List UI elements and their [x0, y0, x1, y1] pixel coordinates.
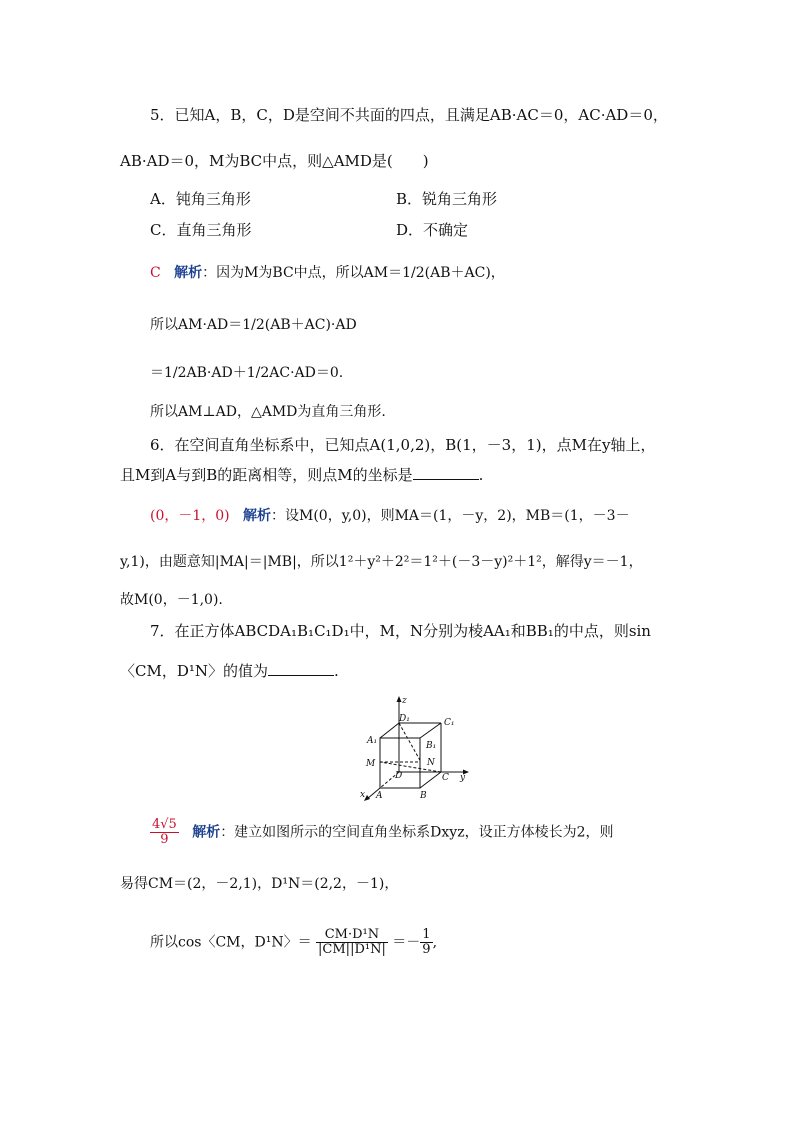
label-D1: D₁	[399, 714, 410, 724]
q6-answer-blank	[413, 465, 479, 480]
q6-line1: 6．在空间直角坐标系中，已知点A(1,0,2)，B(1，－3，1)，点M在y轴上，	[150, 436, 656, 454]
q5-option-a: A．钝角三角形	[150, 190, 251, 208]
q5-option-d: D．不确定	[396, 221, 469, 239]
q7-line2	[120, 660, 339, 682]
q7-result-denominator: 9	[422, 942, 431, 957]
q6-line2-end: .	[478, 466, 484, 484]
segment-D1N	[399, 723, 421, 762]
q7-cos-numerator: CM·D¹N	[316, 928, 388, 943]
q6-solution-line2: y,1)，由题意知|MA|＝|MB|，所以1²＋y²＋2²＝1²＋(－3－y)²＋1²，解得y＝－1，	[120, 554, 643, 570]
label-A: A	[376, 791, 383, 801]
q7-solution-label: 解析	[192, 824, 221, 841]
edge-A1D1	[380, 723, 399, 738]
cube-figure	[355, 692, 480, 802]
q7-answer-blank	[268, 661, 334, 676]
q7-solution-line1	[150, 818, 614, 847]
q7-cos-fraction	[316, 928, 388, 957]
q7-result-fraction	[420, 928, 432, 957]
q5-solution-text1: ：因为M为BC中点，所以AM＝1/2(AB＋AC)，	[202, 265, 505, 281]
q7-result-numerator: 1	[422, 927, 431, 942]
label-C: C	[442, 773, 449, 783]
q5-line2: AB·AD＝0，M为BC中点，则△AMD是( )	[120, 152, 429, 170]
label-B1: B₁	[426, 741, 437, 751]
q7-solution-line3	[150, 928, 437, 957]
q6-line2-text: 且M到A与到B的距离相等，则点M的坐标是	[120, 466, 413, 484]
label-B: B	[420, 791, 427, 801]
label-D: D	[395, 771, 403, 781]
z-axis-arrow	[397, 696, 402, 702]
q6-solution-text1: ：设M(0，y,0)，则MA＝(1，－y，2)，MB＝(1，－3－	[271, 508, 630, 524]
q5-option-b: B．锐角三角形	[396, 190, 498, 208]
q7-solution-line2: 易得CM＝(2，－2,1)，D¹N＝(2,2，－1)，	[120, 876, 399, 892]
q5-solution-line2: 所以AM·AD＝1/2(AB＋AC)·AD	[150, 317, 357, 333]
edge-BC	[420, 772, 441, 788]
q6-solution-label: 解析	[243, 508, 272, 524]
q5-solution-line4: 所以AM⊥AD，△AMD为直角三角形.	[150, 404, 386, 420]
q5-line1: 5．已知A，B，C，D是空间不共面的四点，且满足AB·AC＝0，AC·AD＝0，	[150, 106, 668, 124]
q7-cos-denominator: |CM||D¹N|	[318, 942, 386, 957]
label-N: N	[427, 758, 435, 768]
q7-answer	[150, 818, 179, 847]
q6-line2	[120, 464, 483, 486]
q7-solution-equals: ＝－	[392, 934, 421, 951]
q7-solution-text3: 所以cos〈CM，D¹N〉＝	[150, 934, 312, 951]
label-y: y	[460, 773, 466, 783]
q5-option-c: C．直角三角形	[150, 221, 252, 239]
q7-line1: 7．在正方体ABCDA₁B₁C₁D₁中，M，N分别为棱AA₁和BB₁的中点，则sin	[150, 622, 651, 640]
label-M: M	[366, 759, 376, 769]
q7-line2-end: .	[334, 662, 339, 680]
edge-B1C1	[420, 723, 441, 738]
q7-solution-end: ,	[432, 934, 438, 951]
q6-solution-line3: 故M(0，－1,0).	[120, 592, 223, 608]
q7-answer-denominator: 9	[160, 832, 169, 847]
label-A1: A₁	[367, 736, 378, 746]
q6-answer: (0，－1，0)	[150, 508, 230, 524]
q6-solution-line1	[150, 505, 630, 527]
q5-answer: C	[150, 265, 161, 281]
label-C1: C₁	[444, 718, 455, 728]
q7-solution-text1: ：建立如图所示的空间直角坐标系Dxyz，设正方体棱长为2，则	[220, 824, 614, 841]
q5-solution-line3: ＝1/2AB·AD＋1/2AC·AD＝0.	[150, 365, 344, 381]
q7-line2-text: 〈CM，D¹N〉的值为	[120, 662, 269, 680]
q5-solution-label: 解析	[174, 265, 203, 281]
label-x: x	[360, 790, 366, 800]
q7-answer-numerator: 4√5	[152, 817, 177, 832]
label-z: z	[402, 696, 407, 706]
q5-solution-line1	[150, 262, 505, 284]
